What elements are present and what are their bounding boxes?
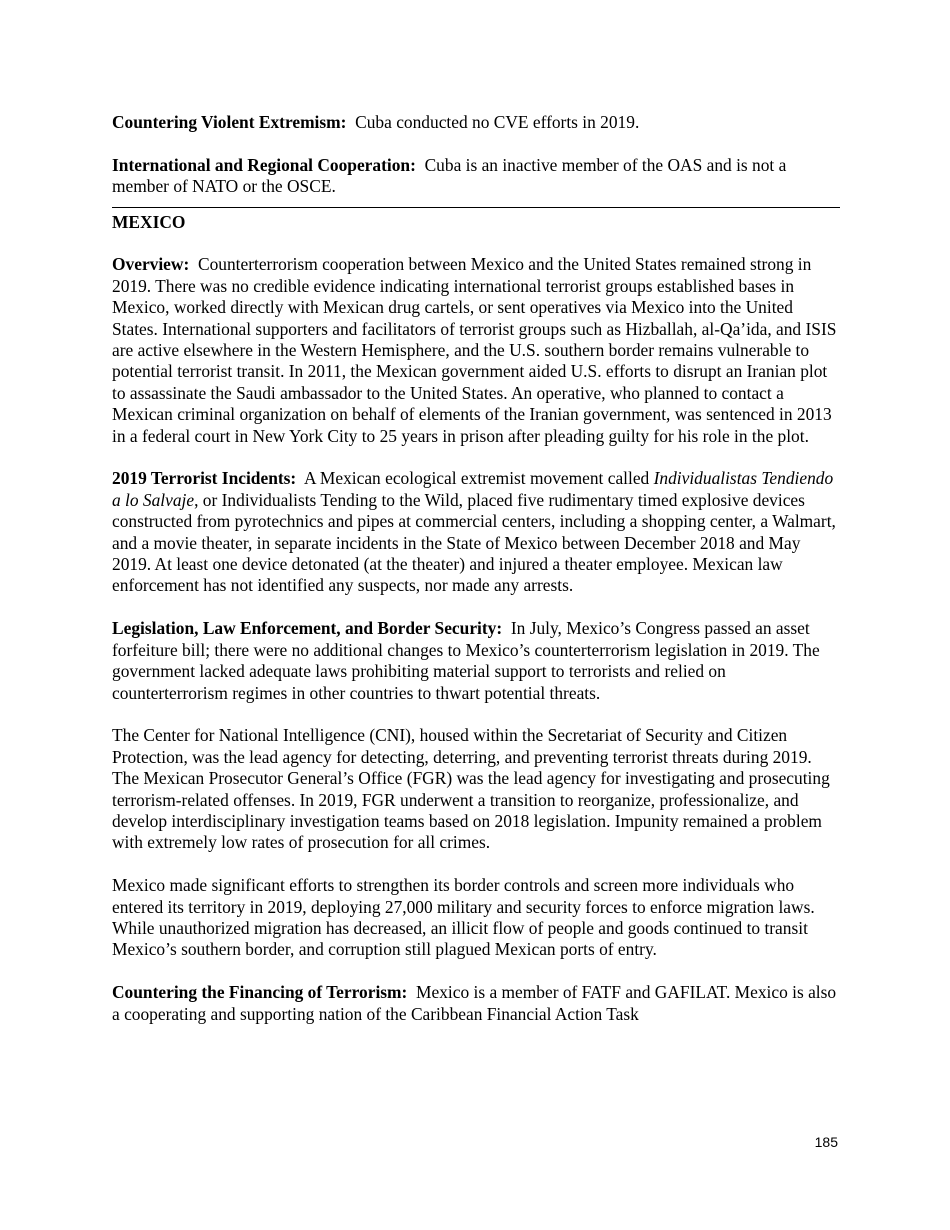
cve-text: Cuba conducted no CVE efforts in 2019. <box>355 112 640 132</box>
cni-paragraph: The Center for National Intelligence (CNI), housed within the Secretariat of Security and Citizen Protection, was the lead agency for detecting, deterring, and preventing terrorist threats during 2019. The Mexican Prosecutor General’s Office (FGR) was the lead agency for investigating and prosecuting terrorism-related offenses. In 2019, FGR underwent a transition to reorganize, professionalize, and develop interdisciplinary investigation teams based on 2018 legislation. Impunity remained a problem with extremely low rates of prosecution for all crimes. <box>112 725 830 853</box>
financing-label: Countering the Financing of Terrorism: <box>112 982 408 1003</box>
document-page <box>112 112 840 1025</box>
incidents-paragraph <box>112 468 840 596</box>
page-number: 185 <box>814 1134 838 1150</box>
incidents-group-name: Individualistas Tendiendo a lo Salvaje <box>112 468 834 510</box>
country-heading: MEXICO <box>112 211 186 232</box>
incidents-text-after: , or Individualists Tending to the Wild, placed five rudimentary timed explosive devices constructed from pyrotechnics and pipes at commercial centers, including a shopping center, a Walmart, and a movie theater, in separate incidents in the State of Mexico between December 2018 and May 2019. At least one device detonated (at the theater) and injured a theater employee. Mexican law enforcement has not identified any suspects, nor made any arrests. <box>112 489 836 596</box>
section-divider <box>112 198 840 208</box>
overview-text: Counterterrorism cooperation between Mexico and the United States remained strong in 2019. There was no credible evidence indicating international terrorist groups established bases in Mexico, worked directly with Mexican drug cartels, or sent operatives via Mexico into the United States. International supporters and facilitators of terrorist groups such as Hizballah, al-Qa’ida, and ISIS are active elsewhere in the Western Hemisphere, and the U.S. southern border remains vulnerable to potential terrorist transit. In 2011, the Mexican government aided U.S. efforts to disrupt an Iranian plot to assassinate the Saudi ambassador to the United States. An operative, who planned to contact a Mexican criminal organization on behalf of elements of the Iranian government, was sentenced in 2013 in a federal court in New York City to 25 years in prison after pleading guilty for his role in the plot. <box>112 254 837 446</box>
incidents-text-before: A Mexican ecological extremist movement called <box>303 468 650 489</box>
cve-label: Countering Violent Extremism: <box>112 112 347 132</box>
legislation-label: Legislation, Law Enforcement, and Border Security: <box>112 618 503 639</box>
cve-paragraph <box>112 112 840 133</box>
overview-label: Overview: <box>112 254 190 275</box>
cooperation-paragraph <box>112 155 840 198</box>
incidents-label: 2019 Terrorist Incidents: <box>112 468 297 489</box>
border-paragraph: Mexico made significant efforts to strengthen its border controls and screen more individuals who entered its territory in 2019, deploying 27,000 military and security forces to enforce migration laws. While unauthorized migration has decreased, an illicit flow of people and goods continued to transit Mexico’s southern border, and corruption still plagued Mexican ports of entry. <box>112 875 815 960</box>
legislation-text: In July, Mexico’s Congress passed an asset forfeiture bill; there were no additional changes to Mexico’s counterterrorism legislation in 2019. The government lacked adequate laws prohibiting material support to terrorists and relied on counterterrorism regimes in other countries to thwart potential threats. <box>112 618 820 703</box>
financing-paragraph <box>112 982 840 1025</box>
cooperation-text: Cuba is an inactive member of the OAS and is not a member of NATO or the OSCE. <box>112 154 787 197</box>
financing-text: Mexico is a member of FATF and GAFILAT. Mexico is also a cooperating and supporting nation of the Caribbean Financial Action Task <box>112 982 837 1024</box>
overview-paragraph <box>112 254 840 447</box>
cooperation-label: International and Regional Cooperation: <box>112 154 416 175</box>
legislation-paragraph <box>112 618 840 704</box>
